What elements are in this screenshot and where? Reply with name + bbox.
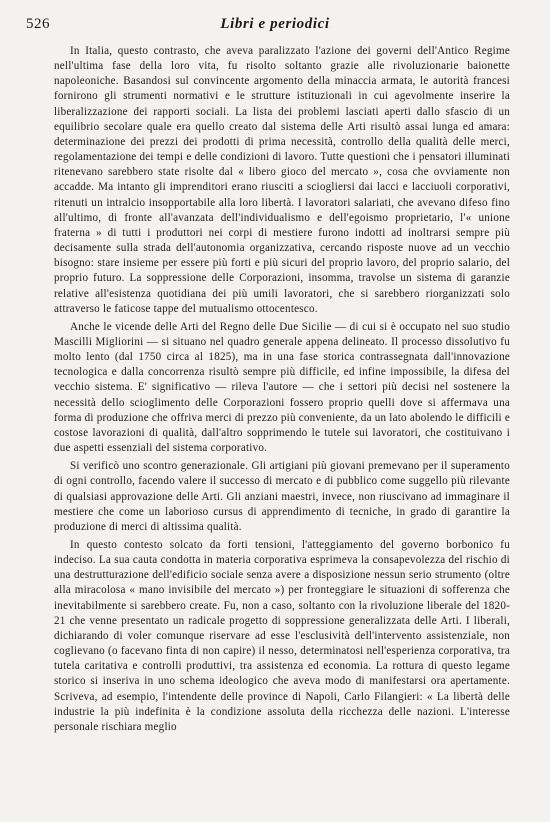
paragraph: In questo contesto solcato da forti tensioni, l'atteggiamento del governo borbonico fu indeciso. La sua cauta condotta in materia corporativa esprimeva la consapevolezza del rischio di una destrutturazione dell'edificio sociale senza avere a disposizione nessun serio strumento (oltre alla miracolosa « mano invisibile del mercato ») per fronteggiare le situazioni di sofferenza che inevitabilmente si sarebbero create. Fu, non a caso, soltanto con la rivoluzione liberale del 1820-21 che venne presentato un radicale progetto di soppressione generalizzata delle Arti. I liberali, dichiarando di voler comunque riservare ad esse l'esclusività dell'intervento assistenziale, non coglievano (o facevano finta di non capire) il nesso, determinatosi nell'esperienza corporativa, tra tutela caritativa e controlli produttivi, tra assistenza ed economia. La rottura di questo legame storico si inseriva in uno schema ideologico che aveva modo di manifestarsi ora apertamente. Scriveva, ad esempio, l'intendente delle province di Napoli, Carlo Filangieri: « La libertà delle industrie la più indefinita è la condizione assoluta della ricchezza delle nazioni. L'interesse personale rischiara meglio <box>54 539 510 733</box>
paragraph: Anche le vicende delle Arti del Regno delle Due Sicilie — di cui si è occupato nel suo studio Mascilli Migliorini — si situano nel quadro generale appena delineato. Il processo dissolutivo fu molto lento (dal 1750 circa al 1825), ma in una fase storica contrassegnata dall'innovazione tecnologica e dalla concorrenza risultò sempre più difficile, ed infine impossibile, la difesa del vecchio sistema. E' significativo — rileva l'autore — che i settori più decisi nel sostenere la necessità dello scioglimento delle Corporazioni fossero proprio quelli dove si affermava una forma di produzione che offriva merci di prezzo più conveniente, da un lato abolendo le difficili e costose lavorazioni di qualità, dall'altro sopprimendo le tutele sui lavoratori, che costituivano i due aspetti essenziali del sistema corporativo. <box>54 320 510 455</box>
paragraph: In Italia, questo contrasto, che aveva paralizzato l'azione dei governi dell'Antico Regime nell'ultima fase della loro vita, fu risolto soltanto grazie alle rivoluzionarie baionette napoleoniche. Basandosi sul convincente argomento della minaccia armata, le autorità francesi fornirono gli strumenti normativi e le strutture istituzionali in cui agevolmente inserire la liberalizzazione dei rapporti sociali. La lista dei problemi lasciati aperti dallo sfascio di un equilibrio secolare quale era quello creato dal sistema delle Arti risultò assai lunga ed amara: determinazione dei prezzi dei prodotti di prima necessità, controllo della qualità delle merci, regolamentazione dei tempi e delle condizioni di lavoro. Tutte questioni che i pensatori illuminati ritenevano sarebbero state risolte dal « libero gioco del mercato », cosa che ovviamente non accadde. Ma intanto gli imprenditori erano riusciti a sciogliersi dai lacci e lacciuoli corporativi, ritenuti un intralcio insopportabile alla loro libertà. I lavoratori salariati, che avevano difeso fino all'ultimo, di fronte all'avanzata dell'individualismo e dell'egoismo proprietario, l'« unione fraterna » di tutti i produttori nei corpi di mestiere furono indotti ad inoltrarsi sempre più decisamente sulla strada dell'autonomia organizzativa, cercando risposte nuove ad un vecchio bisogno: stare insieme per essere più forti e più sicuri del proprio lavoro, del proprio salario, del proprio futuro. La soppressione delle Corporazioni, insomma, travolse un sistema di garanzie relative all'esistenza quotidiana dei più umili lavoratori, che si sarebbero riorganizzati solo attraverso le faticose tappe del mutualismo ottocentesco. <box>54 45 510 315</box>
page-number: 526 <box>26 16 50 32</box>
running-head: Libri e periodici <box>220 16 330 32</box>
page-header <box>26 16 524 36</box>
paragraph: Si verificò uno scontro generazionale. Gli artigiani più giovani premevano per il superamento di ogni controllo, facendo valere il successo di mercato e di pubblico come suggello più rilevante di qualsiasi approvazione delle Arti. Gli anziani maestri, invece, non riuscivano ad immaginare il mestiere che come un laborioso cursus di apprendimento di tecniche, in grado di garantire la produzione di merci di altissima qualità. <box>54 460 510 533</box>
body-text <box>54 44 510 738</box>
